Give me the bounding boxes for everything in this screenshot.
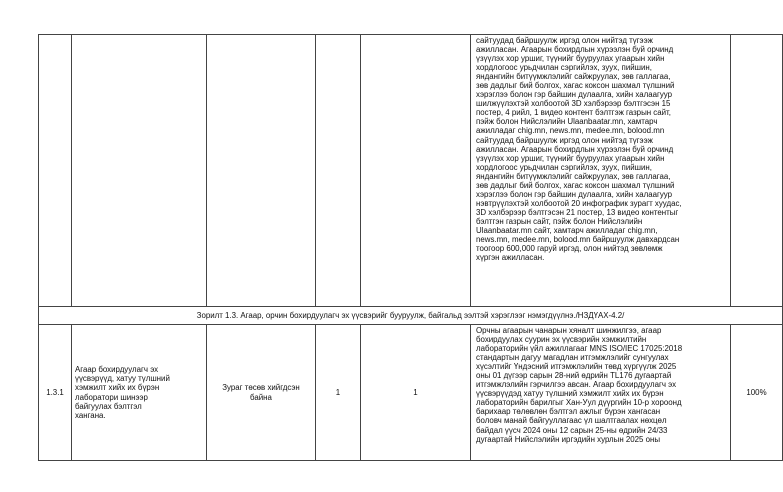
activity-line: байгуулах бэлтгэл [75, 401, 142, 411]
table-row-item [39, 325, 783, 461]
description-line: нэвтрүүлэхтэй холбоотой 20 инфографик зурагт хуудас, [476, 198, 682, 208]
description-line: тоогоор 600,000 гаруй иргэд, олон нийтэд зөвлөмж [476, 244, 663, 254]
description-line: сайтуудад байршуулж иргэд олон нийтэд түгээж [476, 36, 653, 45]
activity-line: хэмжилт хийх их бүрэн [75, 383, 160, 393]
description-line: боловч манай байгууллагаас үл шалтгаалах нөхцөл [476, 416, 667, 426]
item-baseline: 1 [316, 325, 361, 461]
description-line: лабораторийн үйл ажиллагааг MNS ISO/IEC 17025:2018 [476, 344, 683, 354]
indicator-line: байна [250, 392, 272, 402]
report-table [38, 34, 783, 461]
description-line: яндангийн битүүмжлэлийг сайжруулах, зөв галлагаа, [476, 72, 671, 82]
description-line: сайтуудад байршуулж иргэд олон нийтэд түгээж [476, 135, 653, 145]
description-line: дугаартай Нийслэлийн иргэдийн хурлын 2025 оны [476, 434, 661, 444]
description-line: шилжүүлэхтэй холбоотой 3D хэлбэрээр бэлтгэсэн 15 [476, 99, 671, 109]
description-line: байдал үүсч 2024 оны 12 сарын 25-ны өдрийн 24/33 [476, 425, 668, 435]
description-line: хүргэн ажилласан. [476, 253, 545, 263]
description-line: үзүүлэх хор уршиг, түүнийг бууруулах угаарын хийн [476, 153, 665, 163]
item-description [471, 325, 731, 461]
description-line: 3D хэлбэрээр бэлтгэсэн 21 постер, 13 видео контентыг [476, 207, 679, 217]
description-line: хордлогоос урьдчилан сэргийлэх, зуух, пийшин, [476, 162, 652, 172]
item-indicator [207, 325, 316, 461]
indicator-line: Зураг төсөв хийгдсэн [222, 383, 300, 393]
description-line: үүсвэрүүдэд хатуу түлшний хэмжилт хийх их бүрэн [476, 389, 664, 399]
description-line: зөв дадлыг бий болгох, хагас коксон шахмал түлшний [476, 180, 675, 190]
activity-line: үүсвэрүүд, хатуу түлшний [75, 374, 170, 384]
description-line: стандартын дагуу магадлан итгэмжлэлийг сунгуулах [476, 353, 669, 363]
item-target: 1 [361, 325, 471, 461]
item-activity [72, 325, 207, 461]
description-line: бэлтгэн газрын сайт, пэйж болон Нийслэлийн [476, 216, 643, 226]
activity-line: Агаар бохирдуулагч эх [75, 365, 159, 375]
description-line: ажилладаг chig.mn, news.mn, medee.mn, bolood.mn [476, 126, 665, 136]
description-line: зөв дадлыг бий болгох, хагас коксон шахмал түлшний [476, 81, 675, 91]
cell-description [471, 35, 731, 307]
cell-percent [731, 35, 783, 307]
description-line: үзүүлэх хор уршиг, түүнийг бууруулах угаарын хийн [476, 54, 665, 64]
description-line: бохирдуулах суурин эх үүсвэрийн хэмжилтийн [476, 335, 647, 345]
description-line: постер, 4 рийл, 1 видео контент бэлтгэж газрын сайт, [476, 108, 671, 118]
description-line: яндангийн битүүмжлэлийг сайжруулах, зөв галлагаа, [476, 171, 671, 181]
description-line: хэрэглээ болон гэр байшин дулаалга, хийн халаагуур [476, 189, 673, 199]
description-line: итгэмжлэлийн гэрчилгээ авсан. Агаар бохирдуулагч эх [476, 380, 677, 390]
item-number: 1.3.1 [39, 325, 72, 461]
description-line: Орчны агаарын чанарын хяналт шинжилгээ, агаар [476, 326, 662, 335]
description-line: оны 01 дүгээр сарын 28-ний өдрийн TL176 дугаартай [476, 371, 672, 381]
description-line: лабораторийн барилгыг Хан-Уул дүүргийн 10-р хороонд [476, 398, 682, 408]
description-line: news.mn, medee.mn, bolood.mn байршуулж давхардсан [476, 235, 680, 245]
cell-target [361, 35, 471, 307]
cell-baseline [316, 35, 361, 307]
table-row-continued [39, 35, 783, 307]
description-line: ажилласан. Агаарын бохирдлын хүрээлэн буй орчинд [476, 45, 674, 55]
goal-heading: Зорилт 1.3. Агаар, орчин бохирдуулагч эх үүсвэрийг бууруулж, байгальд ээлтэй хэрэглээг нэмэгдүүлнэ./НЗДҮАХ-4.2/ [39, 307, 783, 325]
activity-line: лаборатори шинээр [75, 392, 148, 402]
activity-line: хангана. [75, 410, 106, 420]
description-line: хүсэлтийг Үндэсний итгэмжлэлийн төвд хүргүүлж 2025 [476, 362, 677, 372]
item-percent: 100% [731, 325, 783, 461]
description-line: Ulaanbaatar.mn сайт, хамтарч ажилладаг chig.mn, [476, 225, 658, 235]
description-line: ажилласан. Агаарын бохирдлын хүрээлэн буй орчинд [476, 144, 674, 154]
description-line: хэрэглээ болон гэр байшин дулаалга, хийн халаагуур [476, 90, 673, 100]
cell-number [39, 35, 72, 307]
description-line: пэйж болон Нийслэлийн Ulaanbaatar.mn, хамтарч [476, 117, 658, 127]
table-row-goal [39, 307, 783, 325]
cell-indicator [207, 35, 316, 307]
description-line: барихаар төлөвлөн бэлтгэл ажлыг бүрэн хангасан [476, 407, 661, 417]
cell-activity [72, 35, 207, 307]
description-line: хордлогоос урьдчилан сэргийлэх, зуух, пийшин, [476, 63, 652, 73]
